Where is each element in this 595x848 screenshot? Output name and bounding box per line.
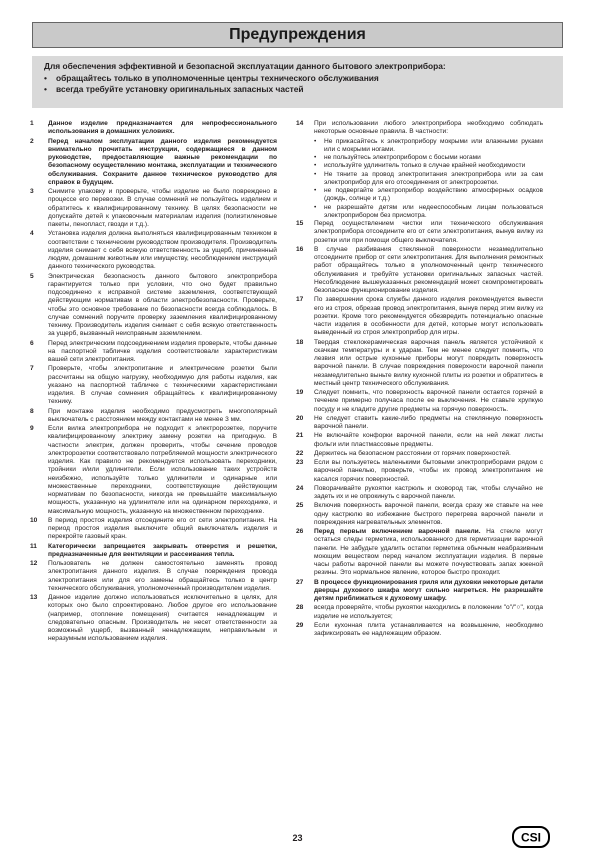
- item-text: Включив поверхность варочной панели, всегда сразу же ставьте на нее одну кастрюлю во избежание быстрого перегрева варочной панели и повреждения нагревательных элементов.: [314, 502, 543, 526]
- item-text: Следует помнить, что поверхность варочной панели остается горячей в течение примерно получаса после ее выключения. Не ставьте хрупкую посуду и не кладите другие предметы на горячую поверхность.: [314, 389, 543, 413]
- list-item: [30, 273, 277, 339]
- item-number: 19: [296, 389, 304, 396]
- list-item: [30, 188, 277, 229]
- item-text: Поворачивайте рукоятки кастрюль и сковород так, чтобы случайно не задеть их и не опрокинуть с варочной панели.: [314, 484, 543, 500]
- sub-list-item: • не подвергайте электроприбор воздействию атмосферных осадков (дождь, солнце и т.д.): [296, 187, 543, 204]
- list-item: [30, 425, 277, 516]
- item-text: Не следует ставить какие-либо предметы на стеклянную поверхность варочной панели.: [314, 414, 543, 430]
- sub-list-item: • Не прикасайтесь к электроприбору мокрыми или влажными руками или с мокрыми ногами.: [296, 138, 543, 155]
- list-item: [296, 296, 543, 337]
- list-item: [296, 485, 543, 502]
- list-item: [296, 246, 543, 296]
- item-text: Пользователь не должен самостоятельно заменять провод электропитания данного изделия. В случае повреждения провода электропитания или для его замены обращайтесь только в центр технического обслуживания, уполномоченный производителем изделия.: [48, 560, 277, 592]
- item-number: 4: [30, 230, 34, 238]
- item-number: 20: [296, 414, 304, 422]
- intro-bullet: • обращайтесь только в уполномоченные центры технического обслуживания: [44, 73, 551, 85]
- item-text: Не включайте конфорки варочной панели, если на ней лежат листы фольги или пластмассовые предметы.: [314, 432, 543, 448]
- item-number: 12: [30, 560, 38, 567]
- item-number: 18: [296, 338, 304, 346]
- item-text: Перед первым включением варочной панели. На стекле могут остаться следы герметика, использованного для герметизации варочной панели. Не забудьте удалить остатки герметика обычным неабразивным моющим веществом перед началом эксплуатации изделия. В первые часы работы варочной панели вы можете почувствовать запах жженой резины. Это нормальное явление, которое быстро проходит.: [314, 528, 544, 577]
- item-number: 14: [296, 120, 304, 127]
- sub-list-item: • не разрешайте детям или недееспособным лицам пользоваться электроприбором без присмотра.: [296, 204, 543, 221]
- item-number: 29: [296, 621, 304, 629]
- list-item: [296, 579, 543, 604]
- intro-heading: Для обеспечения эффективной и безопасной эксплуатации данного бытового электроприбора:: [44, 61, 446, 71]
- item-text: Перед электрическим подсоединением изделия проверьте, чтобы данные на паспортной табличке изделия соответствовали характеристикам вашей сети электропитания.: [48, 339, 277, 363]
- item-text: Твердая стеклокерамическая варочная панель является устойчивой к скачкам температуры и к ударам. Тем не менее следует помнить, что лезвия или острые кухонные приборы могут повредить поверхность варочной панели. В случае повреждения поверхности варочной панели незамедлительно выньте вилку кухонной плиты из розетки и обратитесь в местный центр технического обслуживания.: [314, 338, 543, 387]
- list-item: [296, 450, 543, 458]
- sub-list-item: • не пользуйтесь электроприбором с босыми ногами: [296, 154, 543, 162]
- list-item: [296, 459, 543, 484]
- item-text: Перед осуществлением чистки или технического обслуживания электроприбора отсоедините его от сети электропитания, вынув вилку из розетки или при помощи общего выключателя.: [314, 220, 543, 244]
- sub-list-item: • Не тяните за провод электропитания электроприбора или за сам электроприбор для его отсоединения от электророзетки.: [296, 171, 543, 188]
- item-number: 27: [296, 578, 304, 586]
- item-number: 28: [296, 604, 304, 612]
- item-number: 6: [30, 339, 34, 347]
- item-text: Если вилка электроприбора не подходит к электророзетке, поручите квалифицированному электрику замену розетки на пригодную. В частности электрик, должен проверить, чтобы сечение проводов электророзетки соответствовало потребляемой мощности электрического изделия. Как правило не рекомендуется использовать переходники, тройники и/или удлинители. Если использование таких устройств неизбежно, используйте только удлинители и одинарные или множественные переходники, соответствующие действующим нормативам по безопасности, никогда не превышайте максимальную мощность, указанную на удлинителе или на одинарном переходнике, и максимальную мощность, указанную на множественном переходнике.: [48, 425, 277, 515]
- item-number: 16: [296, 245, 304, 253]
- item-number: 1: [30, 120, 34, 127]
- item-number: 8: [30, 407, 34, 415]
- title-bar: [32, 22, 563, 48]
- item-number: 10: [30, 516, 38, 524]
- item-text: Держитесь на безопасном расстоянии от горячих поверхностей.: [314, 449, 511, 457]
- item-number: 9: [30, 425, 34, 432]
- item-text: Установка изделия должна выполняться квалифицированным техником в соответствии с техническим руководством производителя. Производитель изделия снимает с себя всякую ответственность за ущерб, причиненный людям, домашним животным или имуществу, несоблюдением инструкций данного технического руководства.: [48, 230, 277, 271]
- item-text: Данное изделие предназначается для непрофессионального использования в домашних условиях.: [48, 120, 277, 136]
- item-text: Категорически запрещается закрывать отверстия и решетки, предназначенные для вентиляции и рассеивания тепла.: [48, 542, 277, 558]
- left-column: [30, 120, 277, 645]
- list-item: [30, 138, 277, 188]
- intro-bullet: • всегда требуйте установку оригинальных запасных частей: [44, 84, 551, 96]
- item-number: 26: [296, 528, 304, 535]
- item-text: При монтаже изделия необходимо предусмотреть многополярный выключатель с расстоянием между контактами не менее 3 мм.: [48, 407, 277, 423]
- list-item: [296, 120, 543, 137]
- right-column: [296, 120, 543, 639]
- list-item: [296, 604, 543, 621]
- item-text: Снимите упаковку и проверьте, чтобы изделие не было повреждено в процессе его перевозки. В случае сомнений не пользуйтесь изделием и обратитесь к квалифицированному технику. В целях безопасности не допускайте детей к упаковочным материалам изделия (полиэтиленовые пакеты, пенопласт, гвозди и т.д.).: [48, 188, 277, 228]
- item-number: 11: [30, 542, 37, 550]
- list-item: [30, 230, 277, 271]
- list-item: [30, 365, 277, 406]
- page-title: Предупреждения: [229, 26, 366, 43]
- list-item: [296, 432, 543, 449]
- item-number: 25: [296, 502, 304, 510]
- list-item: [296, 502, 543, 527]
- list-item: [296, 389, 543, 414]
- list-item: [296, 339, 543, 389]
- csi-logo: [512, 826, 550, 848]
- list-item: [30, 408, 277, 425]
- item-text: При использовании любого электроприбора необходимо соблюдать некоторые основные правила. В частности:: [314, 120, 543, 136]
- item-text: Электрическая безопасность данного бытового электроприбора гарантируется только при условии, что оно будет правильно подсоединено к исправной системе заземления, соответствующей действующим нормативам в области электробезопасности. Проверьте, чтобы это основное требование по безопасности всегда соблюдалось. В случае сомнений поручите проверку заземления квалифицированному технику. Производитель изделия снимает с себя всякую ответственность за ущерб, вызванный неисправным заземлением.: [48, 272, 277, 338]
- list-item: [296, 528, 543, 578]
- list-item: [30, 560, 277, 593]
- item-number: 7: [30, 365, 34, 373]
- item-text: Данное изделие должно использоваться исключительно в целях, для которых оно было спроектировано. Любое другое его использование (например, отопление помещения) считается ненадлежащим и следовательно опасным. Производитель не несет ответственности за возможный ущерб, вызванный ненадлежащим, неправильным и неразумным использованием изделия.: [48, 594, 277, 643]
- item-text: В период простоя изделия отсоедините его от сети электропитания. На период простоя изделия выключите общий выключатель изделия и перекройте газовый кран.: [48, 516, 277, 541]
- list-item: [30, 543, 277, 560]
- item-number: 13: [30, 594, 38, 601]
- item-text: Проверьте, чтобы электропитание и электрические розетки были рассчитаны на общую нагрузку, необходимую для работы изделия, как указано на паспортной табличке с техническими характеристиками изделия. В случае сомнения обращайтесь к квалифицированному технику.: [48, 365, 277, 406]
- item-text: По завершении срока службы данного изделия рекомендуется вывести его из строя, обрезав провод электропитания, вынув перед этим вилку из розетки. Кроме того рекомендуется обезвредить потенциально опасные части изделия в особенности для детей, которые могут использовать выведенный из строя электроприбор для игры.: [314, 296, 543, 337]
- item-text: В процессе функционирования гриля или духовки некоторые детали дверцы духового шкафа могут сильно нагреться. Не разрешайте детям приближаться к духовому шкафу.: [314, 578, 543, 602]
- list-item: [296, 622, 543, 639]
- item-number: 2: [30, 137, 34, 145]
- item-number: 24: [296, 484, 304, 492]
- item-number: 23: [296, 459, 304, 466]
- item-number: 5: [30, 272, 34, 280]
- item-text: Перед началом эксплуатации данного изделия рекомендуется внимательно прочитать инструкции, содержащиеся в данном руководстве, предоставляющие важные рекомендации по безопасному осуществлению монтажа, эксплуатации и технического обслуживания. Сохраните данное техническое руководство для справок в будущем.: [48, 137, 277, 186]
- list-item: [296, 220, 543, 245]
- item-number: 17: [296, 296, 304, 304]
- list-item: [296, 415, 543, 432]
- list-item: [30, 120, 277, 137]
- list-item: [30, 517, 277, 542]
- item-number: 15: [296, 220, 304, 227]
- list-item: [30, 594, 277, 644]
- page-number: 23: [292, 833, 303, 843]
- logo-text: CSI: [520, 830, 542, 845]
- item-text: всегда проверяйте, чтобы рукоятки находились в положении "o"/"○", когда изделие не используется;: [314, 604, 543, 620]
- intro-box: [32, 56, 563, 108]
- item-number: 21: [296, 432, 304, 440]
- item-text: Если вы пользуетесь маленькими бытовыми электроприборами рядом с варочной панелью, проверьте, чтобы их провод электропитания не касался горячих поверхностей.: [314, 459, 543, 483]
- item-number: 22: [296, 449, 304, 457]
- item-text: В случае разбивания стеклянной поверхности незамедлительно отсоедините прибор от сети электропитания. Для выполнения ремонтных работ обращайтесь только в уполномоченный центр технического обслуживания и требуйте установки оригинальных запасных частей. Несоблюдение вышеуказанных рекомендаций может скомпрометировать безопасное функционирование изделия.: [314, 245, 543, 294]
- list-item: [30, 340, 277, 365]
- sub-list-item: • используйте удлинитель только в случае крайней необходимости: [296, 162, 543, 170]
- item-text: Если кухонная плита устанавливается на возвышение, необходимо зафиксировать ее надлежащим образом.: [314, 621, 543, 637]
- item-number: 3: [30, 188, 34, 195]
